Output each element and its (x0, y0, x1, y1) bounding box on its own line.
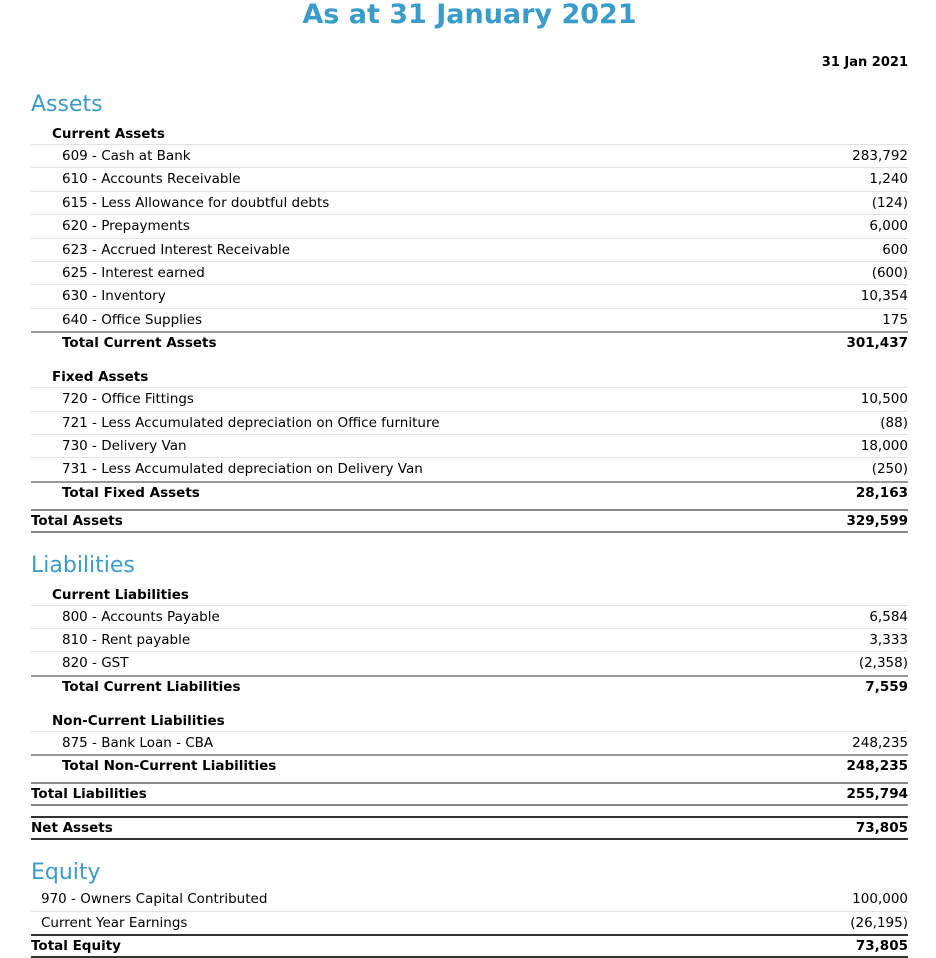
account-row (31, 168, 908, 191)
account-row (31, 192, 908, 215)
line-amount: 301,437 (846, 335, 908, 352)
line-label: Total Non-Current Liabilities (62, 758, 277, 775)
line-amount: 3,333 (869, 632, 908, 649)
line-amount: 10,500 (860, 391, 908, 408)
line-label: 970 - Owners Capital Contributed (41, 891, 268, 908)
account-row (31, 285, 908, 308)
line-amount: 6,000 (869, 218, 908, 235)
group-heading: Current Liabilities (31, 585, 908, 606)
account-row (31, 239, 908, 262)
line-amount: 600 (882, 241, 908, 258)
group-total-row (31, 331, 908, 353)
line-amount: 248,235 (852, 734, 908, 751)
line-label: 625 - Interest earned (62, 264, 205, 281)
group-heading: Fixed Assets (31, 367, 908, 388)
column-header-date: 31 Jan 2021 (821, 55, 908, 70)
report-title: As at 31 January 2021 (302, 0, 637, 30)
line-amount: (26,195) (850, 914, 908, 931)
line-label: 810 - Rent payable (62, 632, 191, 649)
account-row (31, 215, 908, 238)
section-total-row (31, 509, 908, 533)
report-body (31, 90, 908, 958)
group-heading: Non-Current Liabilities (31, 711, 908, 732)
line-amount: 28,163 (855, 484, 908, 501)
line-amount: 329,599 (846, 512, 908, 529)
line-label: 620 - Prepayments (62, 218, 190, 235)
section-heading: Assets (31, 92, 103, 117)
line-label: 820 - GST (62, 655, 129, 672)
line-label: 730 - Delivery Van (62, 437, 187, 454)
account-row (31, 458, 908, 480)
line-amount: 1,240 (869, 171, 908, 188)
account-row (31, 652, 908, 674)
group-total-row (31, 754, 908, 776)
line-label: Total Assets (31, 512, 123, 529)
account-row (31, 145, 908, 168)
line-amount: 18,000 (860, 437, 908, 454)
group-total-row (31, 481, 908, 503)
line-label: 640 - Office Supplies (62, 311, 203, 328)
line-amount: 73,805 (855, 820, 908, 837)
equity-total-row (31, 934, 908, 958)
line-label: 609 - Cash at Bank (62, 148, 191, 164)
account-row (31, 732, 908, 754)
line-amount: 73,805 (855, 938, 908, 955)
line-label: Total Equity (31, 938, 121, 955)
account-row (31, 388, 908, 411)
net-assets-row (31, 816, 908, 840)
line-label: 615 - Less Allowance for doubtful debts (62, 194, 330, 211)
section-total-row (31, 782, 908, 806)
line-amount: (88) (880, 414, 908, 431)
line-amount: 283,792 (852, 148, 908, 164)
line-label: 610 - Accounts Receivable (62, 171, 241, 188)
account-row (31, 435, 908, 458)
line-label: 623 - Accrued Interest Receivable (62, 241, 291, 258)
line-amount: 255,794 (846, 786, 908, 803)
line-label: Total Fixed Assets (62, 484, 200, 501)
line-label: Current Year Earnings (41, 914, 188, 931)
line-label: 720 - Office Fittings (62, 391, 194, 408)
line-label: Total Current Liabilities (62, 678, 241, 695)
line-amount: (600) (871, 264, 908, 281)
account-row (31, 629, 908, 652)
line-amount: (124) (871, 194, 908, 211)
group-total-row (31, 675, 908, 697)
section-heading: Liabilities (31, 552, 135, 578)
line-label: Total Liabilities (31, 786, 147, 803)
account-row (31, 262, 908, 285)
group-heading: Current Assets (31, 124, 908, 145)
account-row (31, 412, 908, 435)
line-label: 875 - Bank Loan - CBA (62, 734, 214, 751)
account-row (31, 309, 908, 331)
line-amount: 175 (882, 311, 908, 328)
line-amount: (2,358) (858, 655, 908, 672)
line-label: 800 - Accounts Payable (62, 608, 220, 625)
line-label: Total Current Assets (62, 335, 217, 352)
line-amount: 7,559 (865, 678, 908, 695)
line-label: 721 - Less Accumulated depreciation on Office furniture (62, 414, 440, 431)
line-label: Net Assets (31, 820, 113, 837)
line-amount: 248,235 (846, 758, 908, 775)
account-row (31, 606, 908, 629)
section-heading: Equity (31, 860, 101, 886)
line-label: 731 - Less Accumulated depreciation on Delivery Van (62, 461, 423, 478)
equity-row (31, 888, 908, 911)
line-amount: 100,000 (852, 891, 908, 908)
line-amount: 6,584 (869, 608, 908, 625)
equity-row (31, 912, 908, 934)
line-amount: (250) (871, 461, 908, 478)
line-label: 630 - Inventory (62, 288, 166, 305)
line-amount: 10,354 (860, 288, 908, 305)
